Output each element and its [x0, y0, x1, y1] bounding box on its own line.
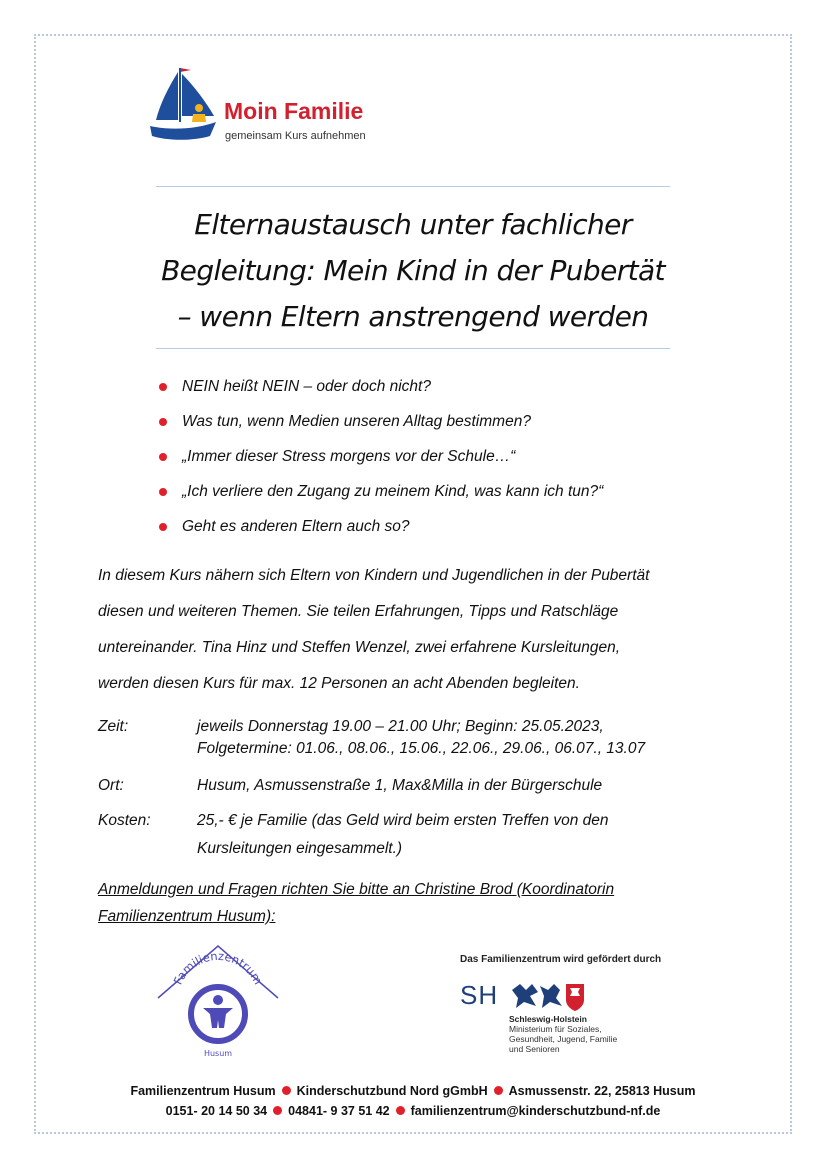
moin-familie-logo [150, 64, 410, 146]
footer-phone-2: 04841- 9 37 51 42 [288, 1104, 390, 1118]
footer-org-2: Kinderschutzbund Nord gGmbH [296, 1084, 488, 1098]
ministry-text [509, 1014, 617, 1054]
intro-line: diesen und weiteren Themen. Sie teilen Erfahrungen, Tipps und Ratschläge [98, 603, 619, 620]
intro-paragraph [98, 558, 738, 702]
bullet-icon [273, 1106, 282, 1115]
page-title [120, 202, 706, 340]
signup-line-2: Familienzentrum Husum): [98, 908, 276, 925]
intro-line: werden diesen Kurs für max. 12 Personen an acht Abenden begleiten. [98, 675, 580, 692]
brand-name: Moin Familie [224, 98, 364, 124]
cost-label: Kosten: [98, 812, 151, 829]
funding-block [460, 954, 720, 1064]
topic-item: Geht es anderen Eltern auch so? [156, 510, 603, 545]
bullet-icon [396, 1106, 405, 1115]
ministry-line-1: Ministerium für Soziales, [509, 1024, 602, 1034]
place-value: Husum, Asmussenstraße 1, Max&Milla in der Bürgerschule [197, 777, 603, 794]
time-line-1: jeweils Donnerstag 19.00 – 21.00 Uhr; Beginn: 25.05.2023, [197, 718, 604, 735]
topic-item: NEIN heißt NEIN – oder doch nicht? [156, 370, 603, 405]
footer-email[interactable]: familienzentrum@kinderschutzbund-nf.de [410, 1104, 661, 1118]
footer-phone-1: 0151- 20 14 50 34 [165, 1104, 268, 1118]
sailboat-icon [150, 64, 222, 144]
divider-top [156, 186, 670, 187]
title-line-1: Elternaustausch unter fachlicher [194, 208, 632, 241]
svg-text:Husum: Husum [203, 1049, 233, 1058]
ministry-line-3: und Senioren [509, 1044, 560, 1054]
footer-address: Asmussenstr. 22, 25813 Husum [508, 1084, 696, 1098]
topic-list [156, 370, 603, 545]
sh-wordmark: SH [460, 980, 499, 1010]
familienzentrum-logo [156, 942, 280, 1064]
signup-notice [98, 876, 738, 930]
topic-item: „Ich verliere den Zugang zu meinem Kind, was kann ich tun?“ [156, 475, 603, 510]
time-line-2: Folgetermine: 01.06., 08.06., 15.06., 22.06., 29.06., 06.07., 13.07 [197, 740, 646, 757]
footer-line-2 [40, 1104, 786, 1118]
place-label: Ort: [98, 777, 124, 794]
title-line-3: – wenn Eltern anstrengend werden [177, 300, 649, 333]
signup-line-1: Anmeldungen und Fragen richten Sie bitte an Christine Brod (Koordinatorin [98, 881, 615, 898]
title-line-2: Begleitung: Mein Kind in der Pubertät [161, 254, 665, 287]
footer-line-1 [40, 1084, 786, 1098]
cost-line-1: 25,- € je Familie (das Geld wird beim ersten Treffen von den [197, 812, 609, 829]
funding-heading: Das Familienzentrum wird gefördert durch [460, 954, 662, 965]
time-label: Zeit: [98, 718, 129, 735]
cost-line-2: Kursleitungen eingesammelt.) [197, 840, 403, 857]
intro-line: untereinander. Tina Hinz und Steffen Wenzel, zwei erfahrene Kursleitungen, [98, 639, 621, 656]
family-house-icon [156, 942, 280, 1064]
svg-text:Familienzentrum: Familienzentrum [170, 948, 266, 987]
ministry-line-2: Gesundheit, Jugend, Familie [509, 1034, 618, 1044]
bullet-icon [494, 1086, 503, 1095]
coat-of-arms-icon [508, 980, 588, 1012]
time-value [197, 716, 757, 760]
topic-item: Was tun, wenn Medien unseren Alltag bestimmen? [156, 405, 603, 440]
intro-line: In diesem Kurs nähern sich Eltern von Kindern und Jugendlichen in der Pubertät [98, 567, 650, 584]
cost-value [197, 807, 757, 863]
topic-item: „Immer dieser Stress morgens vor der Schule…“ [156, 440, 603, 475]
divider-bottom [156, 348, 670, 349]
state-name: Schleswig-Holstein [509, 1014, 587, 1024]
bullet-icon [282, 1086, 291, 1095]
brand-tagline: gemeinsam Kurs aufnehmen [225, 130, 366, 142]
footer-org-1: Familienzentrum Husum [130, 1084, 276, 1098]
